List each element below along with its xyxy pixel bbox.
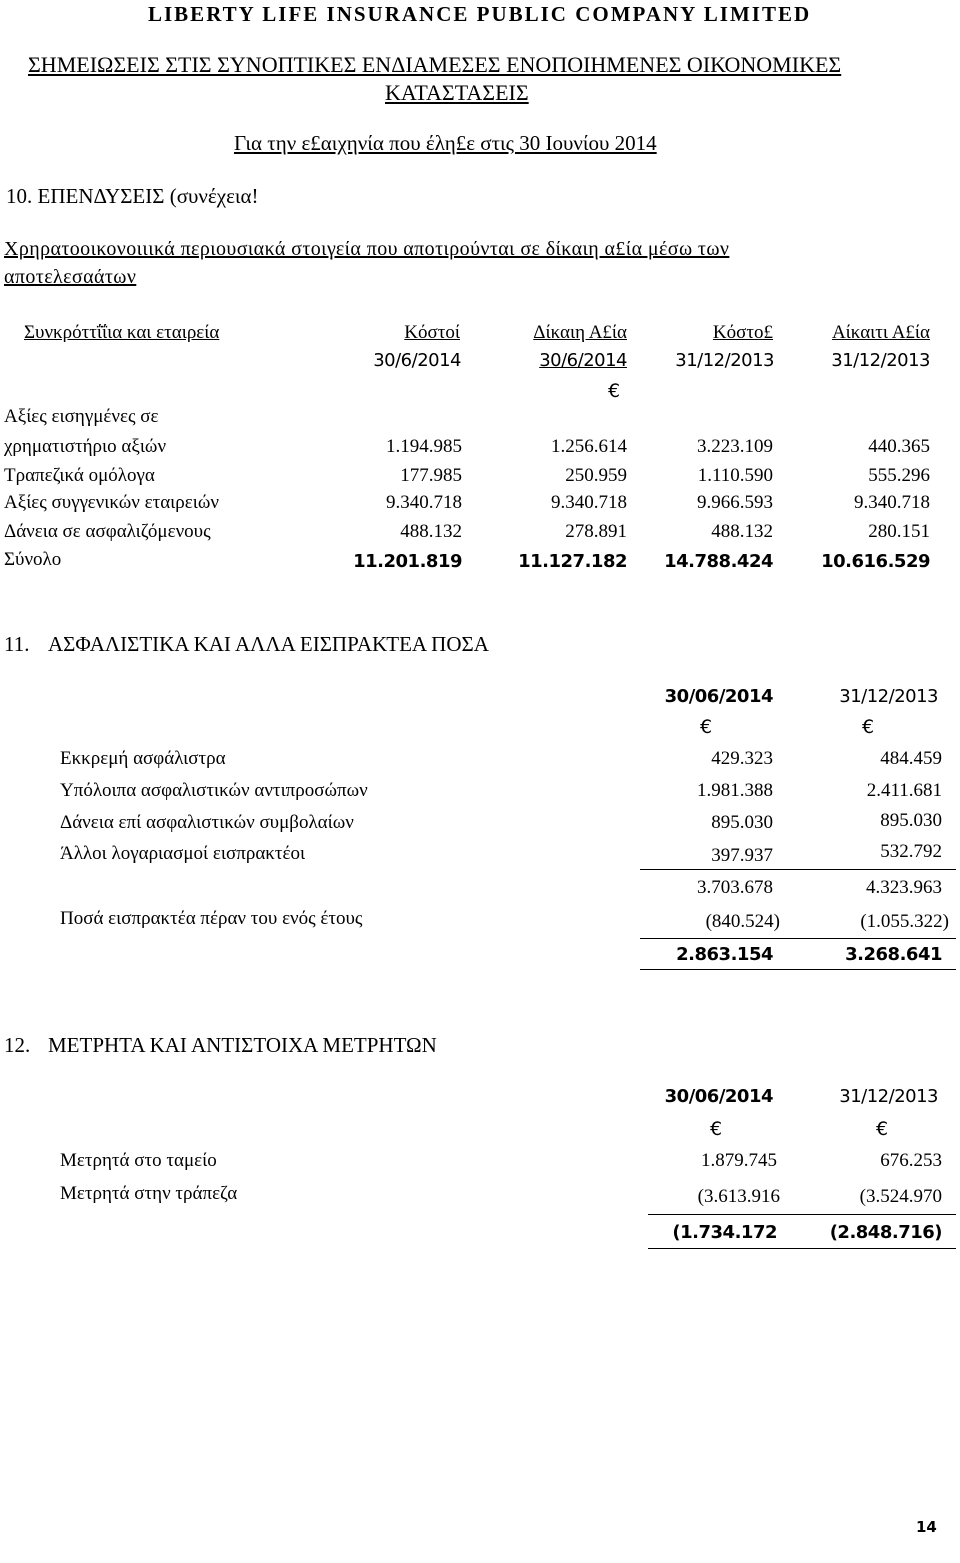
notes-heading-line2: ΚΑΤΑΣΤΑΣΕΙΣ [385,80,529,105]
note10-col3-date: 31/12/2013 [675,350,774,371]
notes-heading-line1: ΣΗΜΕΙΩΣΕΙΣ ΣΤΙΣ ΣΥΝΟΠΤΙΚΕΣ ΕΝΔΙΑΜΕΣΕΣ ΕΝΟΠΟΙΗΜΕΝΕΣ ΟΙΚΟΝΟΜΙΚΕΣ [28,52,842,77]
note10-total-c2: 11.127.182 [518,551,627,572]
note11-noncurrent-c2: (1.055.322) [860,911,949,932]
note10-col2-date: 30/6/2014 [539,350,627,371]
note11-title: ΑΣΦΑΛΙΣΤΙΚΑ ΚΑΙ ΑΛΛΑ ΕΙΣΠΡΑΚΤΕΑ ΠΟΣΑ [48,632,489,656]
note10-total-c3: 14.788.424 [664,551,773,572]
note10-row-c4: 555.296 [868,465,930,486]
note11-total-underline [640,969,956,970]
note12-col1-header: 30/06/2014 [664,1086,773,1107]
note10-total-c4: 10.616.529 [821,551,930,572]
note12-row-c2: 676.253 [880,1150,942,1171]
note10-subtitle-line2: αποτελεσαάτων [4,266,137,288]
note11-row-c1: 429.323 [711,748,773,769]
note10-row-c2: 278.891 [565,521,627,542]
note11-noncurrent-c1: (840.524) [705,911,780,932]
note11-total-c1: 2.863.154 [676,944,773,965]
note10-title: 10. ΕΠΕΝΔΥΣΕΙΣ (συνέχεια! [6,184,259,208]
note11-row-c2: 484.459 [880,748,942,769]
note10-row-c3: 488.132 [711,521,773,542]
note12-total-c1: (1.734.172 [672,1222,777,1243]
note10-total-label: Σύνολο [4,549,62,570]
note12-row-label: Μετρητά στο ταμείο [60,1150,217,1171]
note12-row-c1: (3.613.916 [697,1186,780,1207]
note11-row-c2: 2.411.681 [866,780,942,801]
note11-row-c2: 895.030 [880,810,942,831]
note11-cur1: € [700,716,713,738]
note12-number: 12. [4,1033,31,1057]
note12-total-rule [648,1214,956,1215]
note11-row-c1: 895.030 [711,812,773,833]
note10-row-c2: 1.256.614 [551,436,627,457]
note11-number: 11. [4,632,30,656]
note10-col4-date: 31/12/2013 [831,350,930,371]
note10-row-c1: 9.340.718 [386,492,462,513]
note10-row1-label-a: Αξίες εισηγμένες σε [4,406,159,427]
note12-total-c2: (2.848.716) [829,1222,942,1243]
note10-row-c3: 3.223.109 [697,436,773,457]
note10-row-label: Τραπεζικά ομόλογα [4,465,155,486]
note10-col-group: Συνκρόττΐΐια και εταιρεία [24,322,220,343]
note12-title: ΜΕΤΡΗΤΑ ΚΑΙ ΑΝΤΙΣΤΟΙΧΑ ΜΕΤΡΗΤΩΝ [48,1033,437,1057]
note11-total-c2: 3.268.641 [845,944,942,965]
note11-row-label: Υπόλοιπα ασφαλιστικών αντιπροσώπων [60,780,368,801]
note10-row-c4: 440.365 [868,436,930,457]
note11-row-label: Δάνεια επί ασφαλιστικών συμβολαίων [60,812,354,833]
note10-row-label: Δάνεια σε ασφαλιζόμενους [4,521,211,542]
note10-row-c4: 9.340.718 [854,492,930,513]
note11-row-c2: 532.792 [880,841,942,862]
note12-row-label: Μετρητά στην τράπεζα [60,1183,238,1204]
page-number: 14 [916,1518,937,1536]
note11-cur2: € [862,716,875,738]
note10-row-c4: 280.151 [868,521,930,542]
note11-col1-header: 30/06/2014 [664,686,773,707]
note12-col2-header: 31/12/2013 [839,1086,938,1107]
note10-currency: € [608,380,621,402]
note11-subtotal-c1: 3.703.678 [697,877,773,898]
note10-subtitle-line1: Χρηρατοοικονοιιικά περιουσιακά στοιγεία που αποτιρούνται σε δίκαιη α£ία μέσω των [4,238,730,260]
company-name: LIBERTY LIFE INSURANCE PUBLIC COMPANY LIMITED [148,2,812,26]
note10-row-c1: 177.985 [400,465,462,486]
note10-row-label: Αξίες συγγενικών εταιρειών [4,492,219,513]
note10-row-c3: 9.966.593 [697,492,773,513]
note12-cur1: € [710,1118,723,1140]
note10-row-c1: 1.194.985 [386,436,462,457]
note11-subtotal-c2: 4.323.963 [866,877,942,898]
note10-row-c2: 250.959 [565,465,627,486]
note12-cur2: € [876,1118,889,1140]
note12-row-c2: (3.524.970 [859,1186,942,1207]
note10-col2-header: Δίκαιη Α£ία [533,322,627,343]
note10-row-c1: 488.132 [400,521,462,542]
note10-row-label: χρηματιστήριο αξιών [4,436,167,457]
note10-col4-header: Αίκαιτι Α£ία [831,322,930,343]
note10-total-c1: 11.201.819 [353,551,462,572]
note11-row-label: Εκκρεμή ασφάλιστρα [60,748,226,769]
note10-col1-date: 30/6/2014 [373,350,461,371]
note11-noncurrent-label: Ποσά εισπρακτέα πέραν του ενός έτους [60,908,363,929]
note12-total-underline [648,1248,956,1249]
note11-subtotal-rule [640,869,956,870]
note11-row-c1: 397.937 [711,845,773,866]
period-line: Για την ε£αιχηνία που έλη£ε στις 30 Ιουνίου 2014 [234,131,657,155]
note12-row-c1: 1.879.745 [701,1150,777,1171]
note10-col3-header: Κόστο£ [712,322,773,343]
note11-total-rule [640,938,956,939]
note11-row-label: Άλλοι λογαριασμοί εισπρακτέοι [60,843,306,864]
note11-row-c1: 1.981.388 [697,780,773,801]
note10-row-c2: 9.340.718 [551,492,627,513]
note11-col2-header: 31/12/2013 [839,686,938,707]
note10-row-c3: 1.110.590 [697,465,773,486]
note10-col1-header: Κόστοί [404,322,460,343]
